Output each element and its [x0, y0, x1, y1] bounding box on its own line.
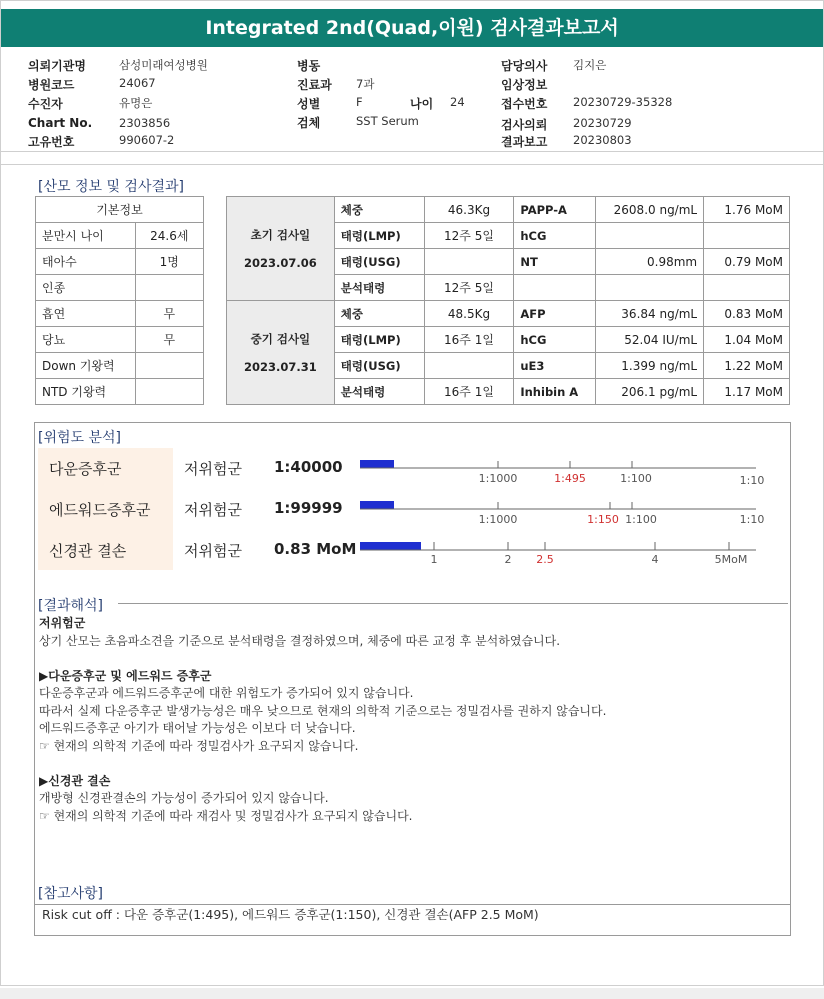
interp-line: 다운증후군과 에드워드증후군에 대한 위험도가 증가되어 있지 않습니다.	[39, 686, 414, 700]
info-value: SST Serum	[356, 114, 419, 128]
section-title-results: [산모 정보 및 검사결과]	[38, 176, 186, 196]
marker-name: AFP	[514, 301, 596, 327]
info-value: 유명은	[119, 96, 153, 110]
divider	[0, 164, 824, 165]
interpretation-text	[39, 615, 606, 825]
scale-tick-label: 1:1000	[478, 472, 518, 485]
lab-field-value: 12주 5일	[424, 223, 514, 249]
scale-cutoff-label: 2.5	[536, 553, 554, 566]
marker-value: 206.1 pg/mL	[596, 379, 704, 405]
basic-info-label: Down 기왕력	[36, 353, 136, 379]
marker-mom: 1.22 MoM	[704, 353, 790, 379]
lab-field-value: 46.3Kg	[424, 197, 514, 223]
mid-test-label: 중기 검사일	[250, 331, 311, 346]
risk-name: 신경관 결손	[49, 542, 127, 560]
info-label: 의뢰기관명	[28, 59, 86, 73]
early-test-label: 초기 검사일	[250, 227, 311, 242]
page-bottom-strip	[0, 988, 824, 999]
risk-name: 다운증후군	[49, 460, 122, 478]
basic-info-label: 흡연	[36, 301, 136, 327]
info-label: 검사의뢰	[501, 118, 548, 132]
info-value: F	[356, 95, 363, 109]
reference-rule	[35, 904, 790, 905]
info-label: 병동	[297, 59, 321, 73]
scale-cutoff-label: 1:150	[587, 513, 619, 526]
basic-info-header: 기본정보	[36, 197, 204, 223]
marker-mom	[704, 223, 790, 249]
basic-info-label: 인종	[36, 275, 136, 301]
marker-value: 0.98mm	[596, 249, 704, 275]
marker-name: NT	[514, 249, 596, 275]
lab-field-value: 48.5Kg	[424, 301, 514, 327]
divider	[0, 151, 824, 152]
lab-field-value	[424, 249, 514, 275]
interp-line: 에드워드증후군 아기가 태어날 가능성은 이보다 더 낮습니다.	[39, 721, 356, 735]
marker-value	[596, 275, 704, 301]
info-label: Chart No.	[28, 116, 93, 130]
ntd-risk-scale	[358, 538, 768, 574]
interp-line: 저위험군	[39, 616, 86, 630]
marker-value: 2608.0 ng/mL	[596, 197, 704, 223]
marker-mom: 0.83 MoM	[704, 301, 790, 327]
lab-field-value: 16주 1일	[424, 327, 514, 353]
info-label: 결과보고	[501, 135, 548, 149]
section-title-interpretation: [결과해석]	[38, 595, 105, 615]
info-value: 990607-2	[119, 133, 175, 147]
marker-mom: 1.76 MoM	[704, 197, 790, 223]
lab-field-label: 태령(USG)	[334, 353, 424, 379]
risk-name: 에드워드증후군	[49, 501, 151, 519]
scale-cutoff-label: 1:495	[554, 472, 586, 485]
scale-tick-label: 1:1000	[478, 513, 518, 526]
down-risk-scale	[358, 456, 768, 492]
info-value: 24067	[119, 76, 156, 90]
risk-level: 저위험군	[184, 542, 242, 560]
lab-field-value: 16주 1일	[424, 379, 514, 405]
scale-tick-label: 1:10	[739, 474, 765, 487]
info-value: 김지은	[573, 58, 607, 72]
risk-bar	[360, 460, 394, 468]
basic-info-value	[135, 353, 203, 379]
marker-mom: 1.17 MoM	[704, 379, 790, 405]
basic-info-value: 1명	[135, 249, 203, 275]
risk-bar	[360, 501, 394, 509]
lab-field-value	[424, 353, 514, 379]
basic-info-label: NTD 기왕력	[36, 379, 136, 405]
marker-name: PAPP-A	[514, 197, 596, 223]
info-value: 24	[450, 95, 465, 109]
scale-tick-label: 1	[430, 553, 438, 566]
marker-value: 1.399 ng/mL	[596, 353, 704, 379]
scale-tick-label: 1:10	[739, 513, 765, 526]
interp-line: 개방형 신경관결손의 가능성이 증가되어 있지 않습니다.	[39, 791, 329, 805]
interp-line: ▶다운증후군 및 에드워드 증후군	[39, 668, 212, 683]
risk-bar	[360, 542, 421, 550]
marker-value	[596, 223, 704, 249]
info-value: 7과	[356, 77, 375, 91]
info-value: 삼성미래여성병원	[119, 58, 208, 72]
early-test-group	[227, 197, 335, 301]
info-value: 20230729	[573, 116, 632, 130]
info-label: 나이	[410, 97, 434, 111]
interp-spacer	[39, 755, 606, 773]
basic-info-value: 무	[135, 327, 203, 353]
scale-tick-label: 5MoM	[714, 553, 748, 566]
interp-line: 상기 산모는 초음파소견을 기준으로 분석태령을 결정하였으며, 체중에 따른 교정 후 분석하였습니다.	[39, 633, 561, 648]
interp-title-rule	[118, 603, 788, 604]
marker-name: hCG	[514, 327, 596, 353]
lab-field-label: 분석태령	[334, 379, 424, 405]
mid-test-date: 2023.07.31	[244, 359, 317, 374]
info-value: 20230803	[573, 133, 632, 147]
basic-info-value	[135, 275, 203, 301]
marker-name	[514, 275, 596, 301]
scale-tick-label: 1:100	[625, 513, 657, 526]
risk-level: 저위험군	[184, 460, 242, 478]
interp-line: 따라서 실제 다운증후군 발생가능성은 매우 낮으므로 현재의 의학적 기준으로는 정밀검사를 권하지 않습니다.	[39, 703, 607, 718]
interp-spacer	[39, 650, 606, 668]
risk-level: 저위험군	[184, 501, 242, 519]
basic-info-label: 분만시 나이	[36, 223, 136, 249]
basic-info-value	[135, 379, 203, 405]
lab-field-label: 태령(LMP)	[334, 223, 424, 249]
interp-line: ☞ 현재의 의학적 기준에 따라 정밀검사가 요구되지 않습니다.	[39, 738, 359, 753]
scale-tick-label: 4	[651, 553, 659, 566]
info-label: 병원코드	[28, 78, 75, 92]
marker-name: hCG	[514, 223, 596, 249]
basic-info-table	[35, 196, 204, 405]
marker-mom	[704, 275, 790, 301]
lab-field-label: 태령(LMP)	[334, 327, 424, 353]
lab-field-label: 체중	[334, 197, 424, 223]
edwards-risk-scale	[358, 497, 768, 533]
scale-tick-label: 1:100	[620, 472, 652, 485]
marker-name: uE3	[514, 353, 596, 379]
interp-line: ▶신경관 결손	[39, 773, 111, 788]
lab-results-table	[226, 196, 790, 405]
info-label: 검체	[297, 116, 321, 130]
section-title-reference: [참고사항]	[38, 883, 105, 903]
lab-field-label: 분석태령	[334, 275, 424, 301]
basic-info-value: 무	[135, 301, 203, 327]
info-label: 고유번호	[28, 135, 75, 149]
marker-mom: 1.04 MoM	[704, 327, 790, 353]
info-value: 2303856	[119, 116, 171, 130]
lab-field-label: 체중	[334, 301, 424, 327]
basic-info-label: 당뇨	[36, 327, 136, 353]
basic-info-value: 24.6세	[135, 223, 203, 249]
info-label: 진료과	[297, 78, 332, 92]
info-label: 성별	[297, 97, 321, 111]
lab-field-value: 12주 5일	[424, 275, 514, 301]
basic-info-label: 태아수	[36, 249, 136, 275]
info-value: 20230729-35328	[573, 95, 673, 109]
marker-mom: 0.79 MoM	[704, 249, 790, 275]
info-label: 접수번호	[501, 97, 548, 111]
lab-field-label: 태령(USG)	[334, 249, 424, 275]
marker-value: 52.04 IU/mL	[596, 327, 704, 353]
report-title: Integrated 2nd(Quad,이원) 검사결과보고서	[1, 9, 823, 47]
info-label: 담당의사	[501, 59, 548, 73]
interp-line: ☞ 현재의 의학적 기준에 따라 재검사 및 정밀검사가 요구되지 않습니다.	[39, 808, 413, 823]
scale-tick-label: 2	[504, 553, 512, 566]
marker-name: Inhibin A	[514, 379, 596, 405]
marker-value: 36.84 ng/mL	[596, 301, 704, 327]
early-test-date: 2023.07.06	[244, 255, 317, 270]
reference-text: Risk cut off : 다운 증후군(1:495), 에드워드 증후군(1:150), 신경관 결손(AFP 2.5 MoM)	[42, 907, 539, 922]
info-label: 임상정보	[501, 78, 548, 92]
risk-value: 1:40000	[274, 458, 343, 476]
risk-value: 1:99999	[274, 499, 343, 517]
mid-test-group	[227, 301, 335, 405]
risk-value: 0.83 MoM	[274, 540, 357, 558]
section-title-risk: [위험도 분석]	[38, 427, 123, 447]
info-label: 수진자	[28, 97, 63, 111]
